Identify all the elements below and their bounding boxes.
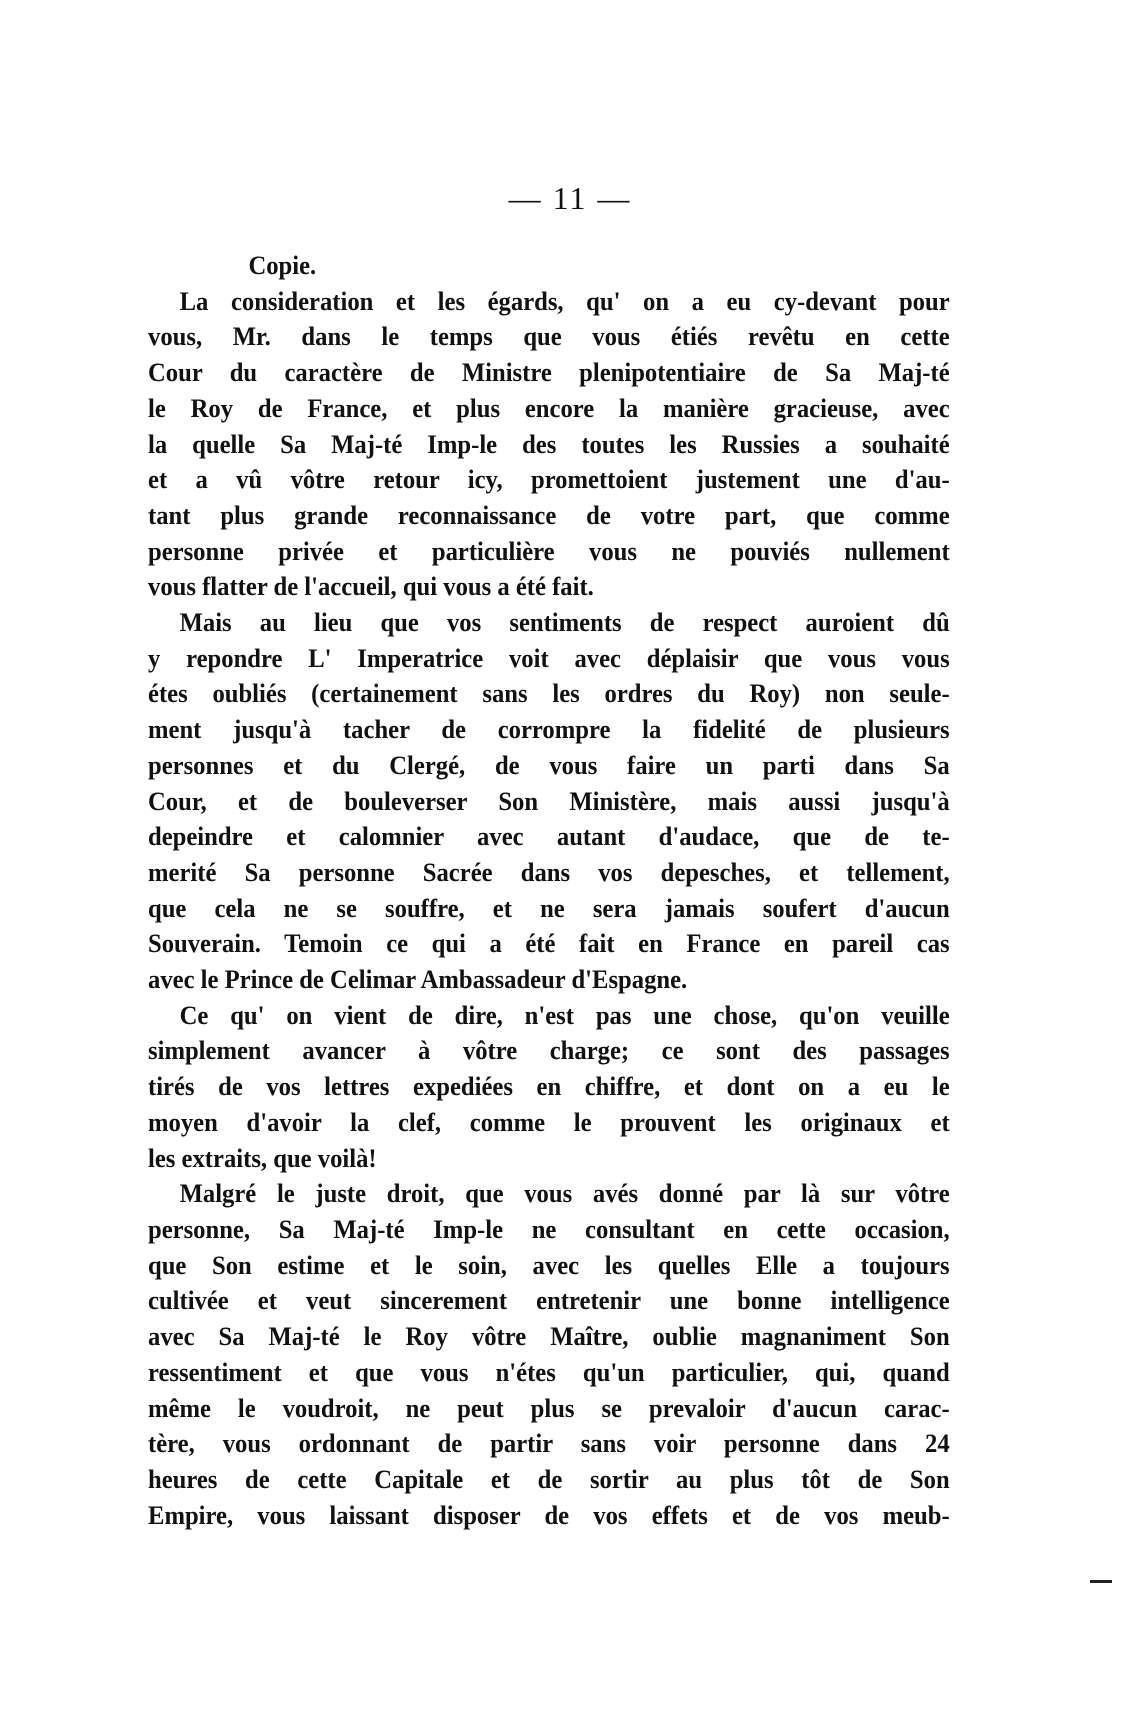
paragraph-4-line: Malgré le juste droit, que vous avés donné par là sur vôtre: [179, 1178, 950, 1209]
paragraph-4-line: avec Sa Maj-té le Roy vôtre Maître, oublie magnaniment Son: [148, 1321, 950, 1352]
margin-mark: [1090, 1580, 1112, 1583]
paragraph-1-line: tant plus grande reconnaissance de votre part, que comme: [148, 499, 950, 530]
paragraph-3-line: Ce qu' on vient de dire, n'est pas une chose, qu'on veuille: [179, 999, 950, 1030]
paragraph-4-line: même le voudroit, ne peut plus se prevaloir d'aucun carac-: [148, 1392, 950, 1423]
paragraph-3-line: simplement avancer à vôtre charge; ce sont des passages: [148, 1035, 950, 1066]
paragraph-1-line: le Roy de France, et plus encore la manière gracieuse, avec: [148, 392, 950, 423]
paragraph-1-line: vous, Mr. dans le temps que vous étiés revêtu en cette: [148, 321, 950, 352]
paragraph-2-line: y repondre L' Imperatrice voit avec déplaisir que vous vous: [148, 642, 950, 673]
paragraph-4-line: Empire, vous laissant disposer de vos effets et de vos meub-: [148, 1499, 950, 1530]
paragraph-4-line: personne, Sa Maj-té Imp-le ne consultant en cette occasion,: [148, 1213, 950, 1244]
paragraph-1-line: La consideration et les égards, qu' on a eu cy-devant pour: [179, 285, 950, 316]
paragraph-4-line: ressentiment et que vous n'étes qu'un particulier, qui, quand: [148, 1356, 950, 1387]
paragraph-2-line: Mais au lieu que vos sentiments de respect auroient dû: [179, 607, 950, 638]
paragraph-2-line: ment jusqu'à tacher de corrompre la fidelité de plusieurs: [148, 714, 950, 745]
paragraph-2-line: personnes et du Clergé, de vous faire un parti dans Sa: [148, 749, 950, 780]
page-body-text: [148, 248, 950, 1533]
paragraph-2-line: étes oubliés (certainement sans les ordres du Roy) non seule-: [148, 678, 950, 709]
page-number: — 11 —: [508, 180, 632, 216]
paragraph-4-line: heures de cette Capitale et de sortir au plus tôt de Son: [148, 1463, 950, 1494]
heading-copie: Copie.: [248, 250, 317, 280]
paragraph-1-line: et a vû vôtre retour icy, promettoient justement une d'au-: [148, 464, 950, 495]
paragraph-2-line: Souverain. Temoin ce qui a été fait en France en pareil cas: [148, 928, 950, 959]
paragraph-3-line: les extraits, que voilà!: [148, 1142, 377, 1173]
paragraph-3-line: tirés de vos lettres expediées en chiffre, et dont on a eu le: [148, 1071, 950, 1102]
paragraph-3-line: moyen d'avoir la clef, comme le prouvent les originaux et: [148, 1106, 950, 1137]
paragraph-1-line: Cour du caractère de Ministre plenipotentiaire de Sa Maj-té: [148, 357, 950, 388]
paragraph-1-line: personne privée et particulière vous ne pouviés nullement: [148, 535, 950, 566]
paragraph-2-line: merité Sa personne Sacrée dans vos depesches, et tellement,: [148, 856, 950, 887]
paragraph-2-line: depeindre et calomnier avec autant d'audace, que de te-: [148, 821, 950, 852]
paragraph-1-line: la quelle Sa Maj-té Imp-le des toutes les Russies a souhaité: [148, 428, 950, 459]
paragraph-4-line: que Son estime et le soin, avec les quelles Elle a toujours: [148, 1249, 950, 1280]
paragraph-2-line: que cela ne se souffre, et ne sera jamais soufert d'aucun: [148, 892, 950, 923]
paragraph-4-line: tère, vous ordonnant de partir sans voir personne dans 24: [148, 1428, 950, 1459]
paragraph-4-line: cultivée et veut sincerement entretenir une bonne intelligence: [148, 1285, 950, 1316]
paragraph-2-line: Cour, et de bouleverser Son Ministère, mais aussi jusqu'à: [148, 785, 950, 816]
paragraph-2-line: avec le Prince de Celimar Ambassadeur d'Espagne.: [148, 964, 688, 995]
paragraph-1-line: vous flatter de l'accueil, qui vous a été fait.: [148, 571, 594, 602]
